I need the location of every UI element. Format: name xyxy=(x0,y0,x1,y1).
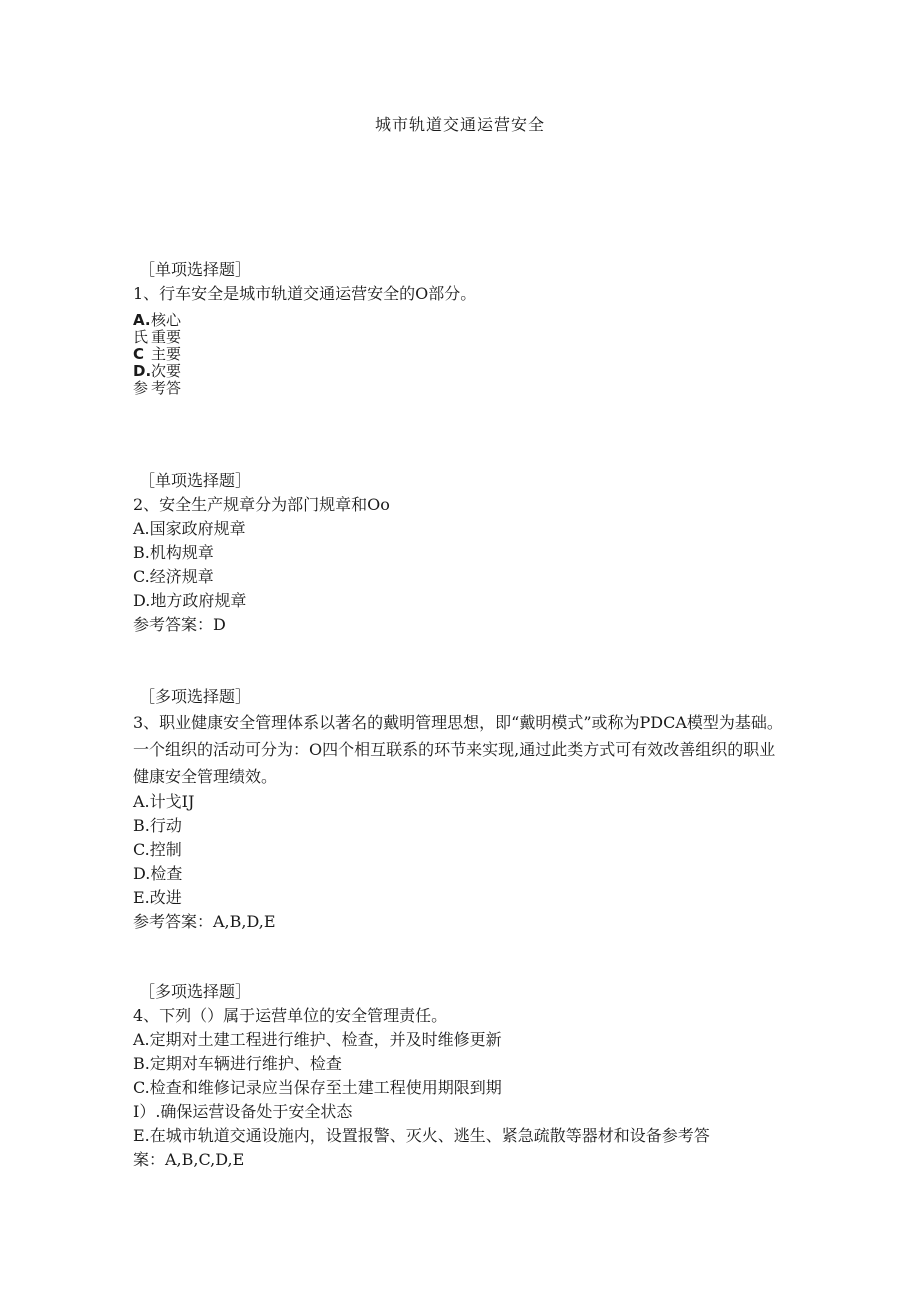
question-2 xyxy=(133,469,783,637)
question-type: ［多项选择题］ xyxy=(139,982,252,1001)
option-list xyxy=(133,312,253,397)
option-a: A.国家政府规章 xyxy=(133,519,246,538)
question-stem: 2、安全生产规章分为部门规章和Oo xyxy=(133,495,390,514)
question-1 xyxy=(133,258,783,397)
option-a: A.核心 xyxy=(133,311,182,329)
option-d: D.检查 xyxy=(133,864,183,883)
question-3 xyxy=(133,685,783,934)
question-type: ［多项选择题］ xyxy=(139,687,252,706)
answer: 案：A,B,C,D,E xyxy=(133,1150,245,1169)
question-stem: 4、下列（）属于运营单位的安全管理责任。 xyxy=(133,1006,448,1025)
option-e: E.改进 xyxy=(133,888,182,907)
option-d: D.地方政府规章 xyxy=(133,591,247,610)
option-b: B.行动 xyxy=(133,816,182,835)
answer-fragment: 参 考答 xyxy=(133,379,182,397)
answer: 参考答案：D xyxy=(133,615,226,634)
question-stem: 3、职业健康安全管理体系以著名的戴明管理思想，即“戴明模式”或称为PDCA模型为基础。一个组织的活动可分为：O四个相互联系的环节来实现,通过此类方式可有效改善组织的职业健康安全管理绩效。 xyxy=(133,713,783,786)
option-a: A.定期对土建工程进行维护、检查，并及时维修更新 xyxy=(133,1030,502,1049)
answer: 参考答案：A,B,D,E xyxy=(133,912,276,931)
option-d: D.次要 xyxy=(133,362,182,380)
option-c: C 主要 xyxy=(133,345,182,363)
option-a: A.计戈IJ xyxy=(133,792,195,811)
option-e: E.在城市轨道交通设施内，设置报警、灭火、逃生、紧急疏散等器材和设备参考答 xyxy=(133,1126,710,1145)
option-d: I）.确保运营设备处于安全状态 xyxy=(133,1102,353,1121)
question-type: ［单项选择题］ xyxy=(139,260,252,279)
option-b: B.定期对车辆进行维护、检查 xyxy=(133,1054,342,1073)
option-c: C.控制 xyxy=(133,840,182,859)
question-stem: 1、行车安全是城市轨道交通运营安全的O部分。 xyxy=(133,284,477,303)
option-c: C.经济规章 xyxy=(133,567,214,586)
option-b: B.机构规章 xyxy=(133,543,214,562)
option-c: C.检查和维修记录应当保存至土建工程使用期限到期 xyxy=(133,1078,502,1097)
document-title: 城市轨道交通运营安全 xyxy=(374,115,545,134)
option-b: 氏 重要 xyxy=(133,328,182,346)
question-4 xyxy=(133,980,783,1172)
question-type: ［单项选择题］ xyxy=(139,471,252,490)
